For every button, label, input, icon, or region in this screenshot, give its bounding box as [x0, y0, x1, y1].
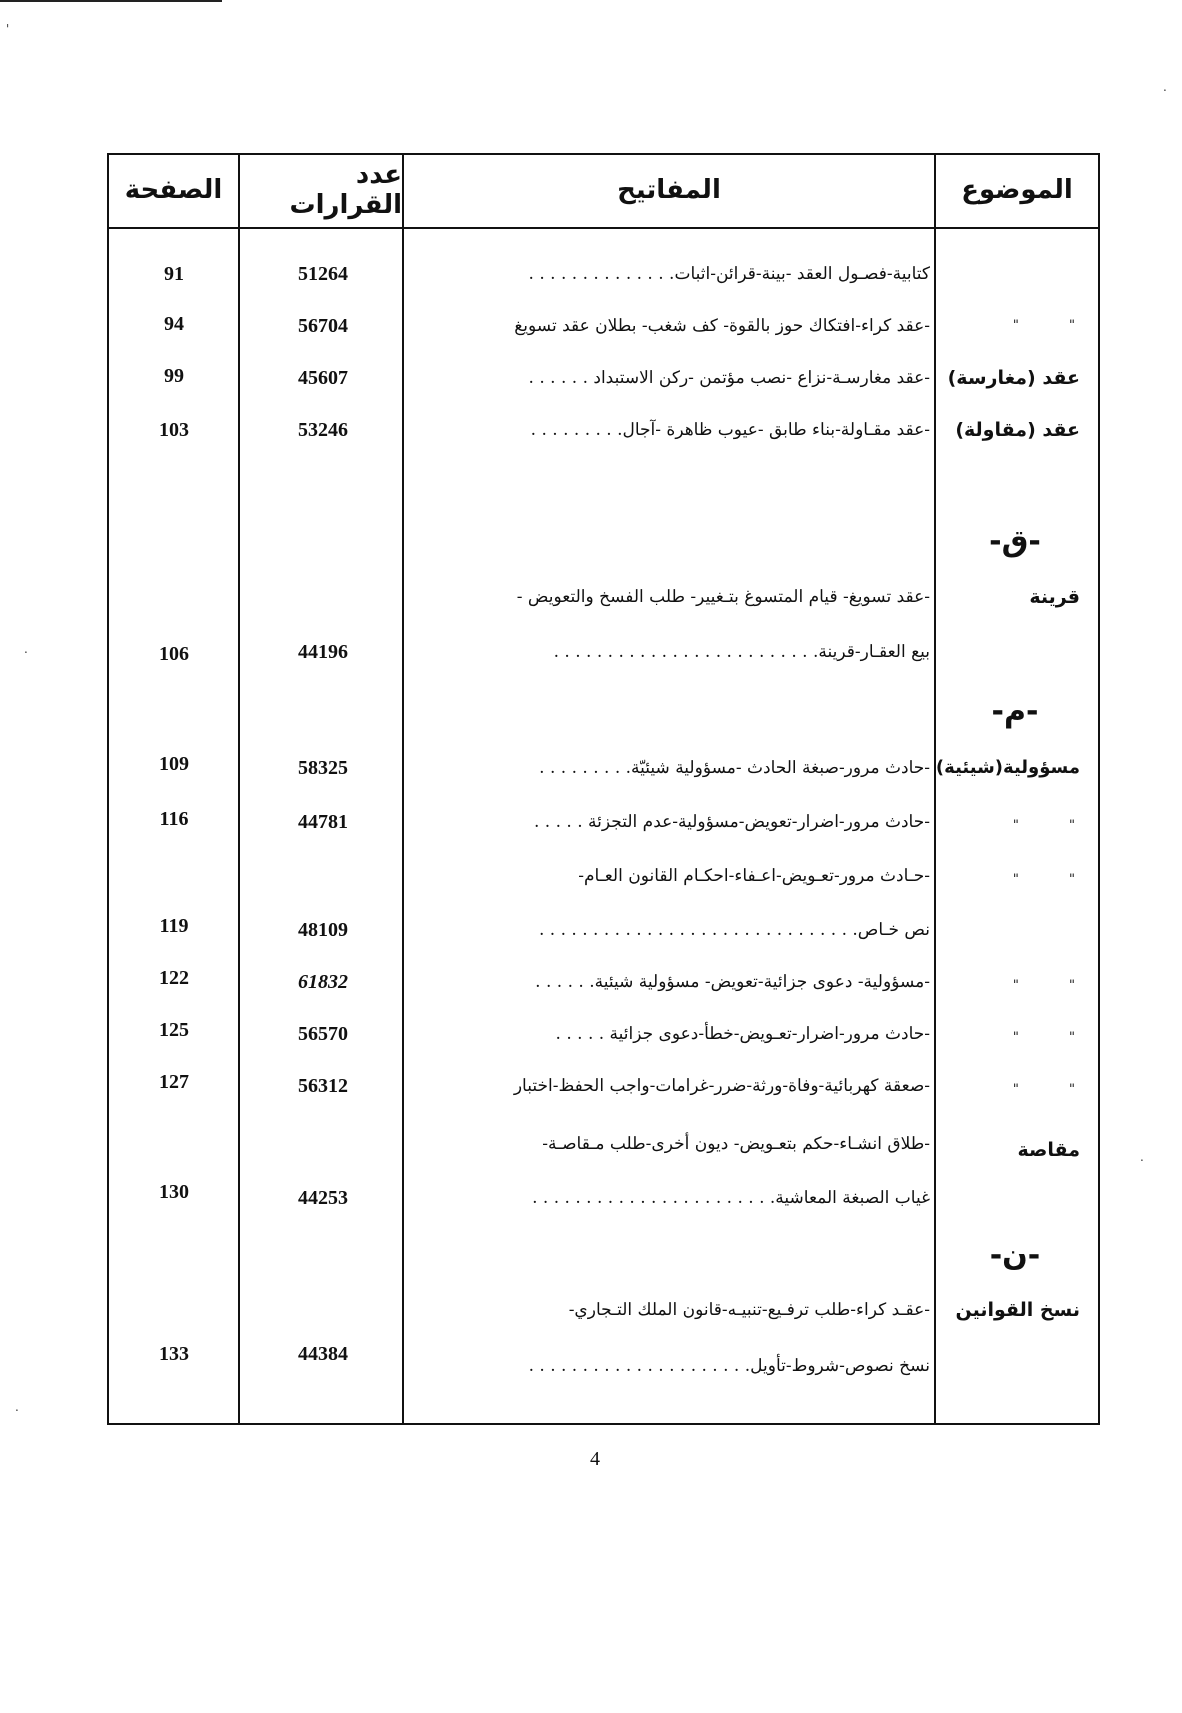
table-row-page: 125: [159, 1019, 189, 1041]
table-row-count: 45607: [298, 367, 348, 389]
section-letter-m: -م-: [991, 694, 1039, 729]
table-row-subject-ditto: " ": [1012, 318, 1075, 333]
column-divider-keys: [934, 153, 936, 1425]
table-row-count: 48109: [298, 919, 348, 941]
scan-speck: ': [6, 22, 10, 36]
table-row-page: 106: [159, 643, 189, 665]
page-number: 4: [590, 1448, 600, 1470]
header-divider: [107, 227, 1100, 229]
table-row-subject-ditto: " ": [1012, 818, 1075, 833]
table-row-keys-line2: نسخ نصوص-شروط-تأويل. . . . . . . . . . . . . . . . . . . . .: [528, 1356, 930, 1376]
table-row-subject: مقاصة: [1017, 1139, 1080, 1161]
table-row-keys-line1: -عقد تسويغ- قيام المتسوغ بتـغيير- طلب الفسخ والتعويض -: [516, 587, 930, 607]
table-row-subject: نسخ القوانين: [955, 1299, 1080, 1321]
column-divider-page: [238, 153, 240, 1425]
table-row-page: 99: [164, 365, 184, 387]
table-row-keys: كتابية-فصـول العقد -بينة-قرائن-اثبات. . . . . . . . . . . . . .: [528, 264, 930, 284]
scan-speck: .: [1140, 1150, 1144, 1164]
table-row-keys: -حادث مرور-اضرار-تعـويض-خطأ-دعوى جزائية . . . . .: [555, 1024, 930, 1044]
table-row-page: 94: [164, 313, 184, 335]
section-letter-q: -ق-: [989, 524, 1041, 559]
table-row-count: 56704: [298, 315, 348, 337]
table-row-keys-line1: -حـادث مرور-تعـويض-اعـفاء-احكـام القانون العـام-: [578, 866, 930, 886]
header-keys: المفاتيح: [617, 175, 721, 205]
table-row-subject-ditto: " ": [1012, 1082, 1075, 1097]
table-row-subject: عقد (مقاولة): [955, 419, 1080, 441]
table-row-keys: -حادث مرور-اضرار-تعويض-مسؤولية-عدم التجزئة . . . . .: [534, 812, 930, 832]
table-row-count: 51264: [298, 263, 348, 285]
section-letter-n: -ن-: [989, 1238, 1041, 1273]
table-row-count: 56312: [298, 1075, 348, 1097]
table-row-subject-ditto: " ": [1012, 872, 1075, 887]
table-row-count: 44781: [298, 811, 348, 833]
table-row-count: 61832: [298, 971, 348, 993]
table-row-keys: -عقد مغارسـة-نزاع -نصب مؤتمن -ركن الاستبداد . . . . . .: [528, 368, 930, 388]
table-row-keys-line1: -طلاق انشـاء-حكم بتعـويض- ديون أخرى-طلب مـقاصـة-: [542, 1134, 930, 1154]
table-row-page: 109: [159, 753, 189, 775]
table-row-keys: -حادث مرور-صبغة الحادث -مسؤولية شيئيّة. . . . . . . . .: [539, 758, 930, 778]
table-row-page: 103: [159, 419, 189, 441]
scan-speck: .: [24, 642, 28, 656]
table-row-subject-ditto: " ": [1012, 978, 1075, 993]
table-row-page: 127: [159, 1071, 189, 1093]
table-row-keys-line2: بيع العقـار-قرينة. . . . . . . . . . . . . . . . . . . . . . . . .: [553, 642, 930, 662]
table-row-count: 44196: [298, 641, 348, 663]
header-page: الصفحة: [124, 175, 223, 205]
table-row-page: 133: [159, 1343, 189, 1365]
table-row-keys-line2: نص خـاص. . . . . . . . . . . . . . . . . . . . . . . . . . . . . .: [538, 920, 930, 940]
table-row-count: 44253: [298, 1187, 348, 1209]
table-row-keys: -مسؤولية- دعوى جزائية-تعويض- مسؤولية شيئية. . . . . .: [535, 972, 930, 992]
table-row-count: 58325: [298, 757, 348, 779]
table-row-subject: قرينة: [1029, 586, 1080, 608]
top-rule: [0, 0, 222, 2]
table-row-count: 44384: [298, 1343, 348, 1365]
table-row-keys: -عقد كراء-افتكاك حوز بالقوة- كف شغب- بطلان عقد تسويغ: [514, 316, 930, 336]
scan-speck: .: [1163, 80, 1167, 94]
header-subject: الموضوع: [961, 175, 1073, 205]
table-row-page: 130: [159, 1181, 189, 1203]
scan-speck: .: [15, 1400, 19, 1414]
table-row-keys: -عقد مقـاولة-بناء طابق -عيوب ظاهرة -آجال. . . . . . . . .: [530, 420, 930, 440]
table-row-subject: مسؤولية(شيئية): [935, 757, 1080, 778]
table-row-page: 119: [159, 915, 189, 937]
table-row-count: 56570: [298, 1023, 348, 1045]
header-count: عدد القرارات: [289, 160, 402, 220]
table-row-count: 53246: [298, 419, 348, 441]
table-row-keys-line1: -عقـد كراء-طلب ترفـيع-تنبيـه-قانون الملك التـجاري-: [568, 1300, 930, 1320]
table-row-page: 116: [159, 808, 189, 830]
table-row-subject: عقد (مغارسة): [947, 367, 1080, 389]
table-row-keys: -صعقة كهربائية-وفاة-ورثة-ضرر-غرامات-واجب الحفظ-اختبار: [513, 1076, 930, 1096]
table-row-keys-line2: غياب الصبغة المعاشية. . . . . . . . . . . . . . . . . . . . . . .: [532, 1188, 930, 1208]
table-row-page: 122: [159, 967, 189, 989]
table-row-page: 91: [164, 263, 184, 285]
table-row-subject-ditto: " ": [1012, 1030, 1075, 1045]
